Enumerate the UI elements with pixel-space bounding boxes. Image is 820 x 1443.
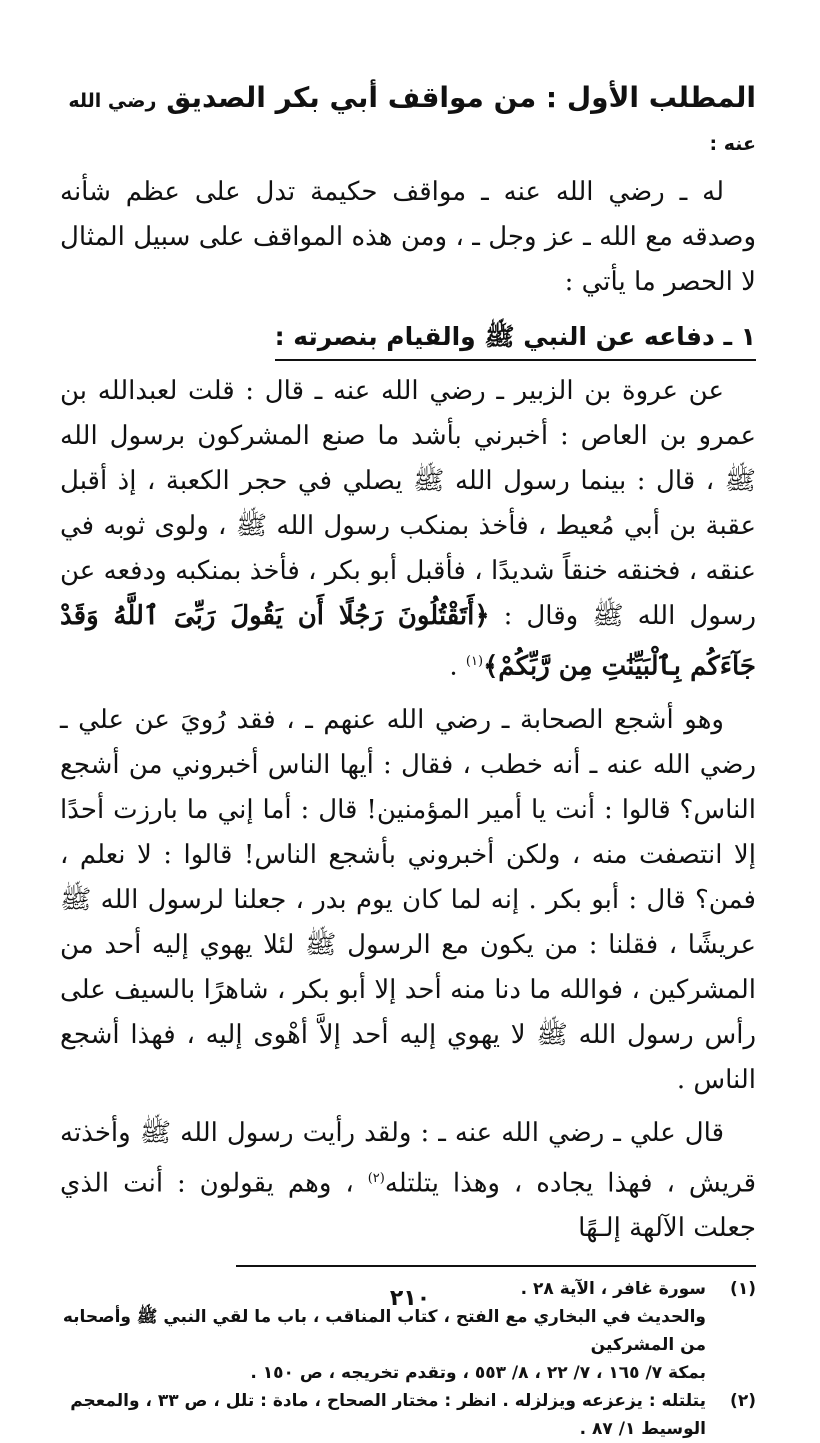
footnote-line: بمكة ٧/ ١٦٥ ، ٧/ ٢٢ ، ٨/ ٥٥٣ ، وتقدم تخريجه ، ص ١٥٠ . [250, 1363, 706, 1384]
footnote-line: والحديث في البخاري مع الفتح ، كتاب المناقب ، باب ما لقي النبي ﷺ وأصحابه من المشركين [62, 1307, 706, 1356]
heading-tail: رضي الله عنه : [68, 90, 756, 155]
footnote-line: يتلتله : يزعزعه ويزلزله . انظر : مختار الصحاح ، مادة : تلل ، ص ٣٣ ، والمعجم الوسيط ١/ ٨٧ . [70, 1391, 706, 1440]
footnote-2 [60, 1387, 756, 1443]
footnote-text [60, 1387, 706, 1443]
subsection-title-wrapper [60, 313, 756, 369]
footnote-number: (١) [730, 1279, 756, 1300]
ali-paragraph [60, 1111, 756, 1252]
intro-paragraph: له ـ رضي الله عنه ـ مواقف حكيمة تدل على عظم شأنه وصدقه مع الله ـ عز وجل ـ ، ومن هذه المواقف على سبيل المثال لا الحصر ما يأتي : [60, 177, 756, 297]
hadith-end: . [449, 651, 458, 682]
subsection-title: ١ ـ دفاعه عن النبي ﷺ والقيام بنصرته : [275, 317, 756, 361]
quran-verse: ﴿أَتَقْتُلُونَ رَجُلًا أَن يَقُولَ رَبِّىَ ٱللَّهُ وَقَدْ جَآءَكُم بِٱلْبَيِّنَٰتِ مِن رَّبِّكُمْ﴾ [60, 601, 756, 682]
ali-text: قال علي ـ رضي الله عنه ـ : ولقد رأيت رسول الله ﷺ وأخذته قريش ، فهذا يجاده ، وهذا يتلتله [60, 1117, 756, 1199]
footnote-number: (٢) [730, 1391, 756, 1412]
bravery-paragraph: وهو أشجع الصحابة ـ رضي الله عنهم ـ ، فقد رُويَ عن علي ـ رضي الله عنه ـ أنه خطب ، فقال : أيها الناس أخبروني من أشجع الناس؟ قالوا : أنت يا أمير المؤمنين! قال : أما إني ما بارزت أحدًا إلا انتصفت منه ، ولكن أخبروني بأشجع الناس! قالوا : لا نعلم ، فمن؟ قال : أبو بكر . إنه لما كان يوم بدر ، جعلنا لرسول الله ﷺ عريشًا ، فقلنا : من يكون مع الرسول ﷺ لئلا يهوي إليه أحد من المشركين ، فوالله ما دنا منه أحد إلا أبو بكر ، شاهرًا بالسيف على رأس رسول الله ﷺ لا يهوي إليه أحد إلاَّ أهْوى إليه ، فهذا أشجع الناس . [60, 704, 756, 1095]
section-heading [60, 78, 756, 164]
heading-main: المطلب الأول : من مواقف أبي بكر الصديق [166, 81, 756, 114]
hadith-text: عن عروة بن الزبير ـ رضي الله عنه ـ قال : قلت لعبدالله بن عمرو بن العاص : أخبرني بأشد ما صنع المشركون برسول الله ﷺ ، قال : بينما رسول الله ﷺ يصلي في حجر الكعبة ، إذ أقبل عقبة بن أبي مُعيط ، فأخذ بمنكب رسول الله ﷺ ، ولوى ثوبه في عنقه ، فخنقه خنقاً شديدًا ، فأقبل أبو بكر ، فأخذ بمنكبه ودفعه عن رسول الله ﷺ وقال : [60, 376, 756, 631]
footnote-line: سورة غافر ، الآية ٢٨ . [520, 1279, 706, 1300]
footnote-ref-2[interactable]: (٢) [367, 1170, 385, 1186]
page-number: ٢١٠ [389, 1286, 431, 1311]
footnote-ref-1[interactable]: (١) [465, 654, 484, 669]
hadith-paragraph [60, 369, 756, 690]
ali-end: ، وهم يقولون : أنت الذي جعلت الآلهة إلـهًا [60, 1168, 756, 1244]
footnote-divider [236, 1265, 756, 1267]
